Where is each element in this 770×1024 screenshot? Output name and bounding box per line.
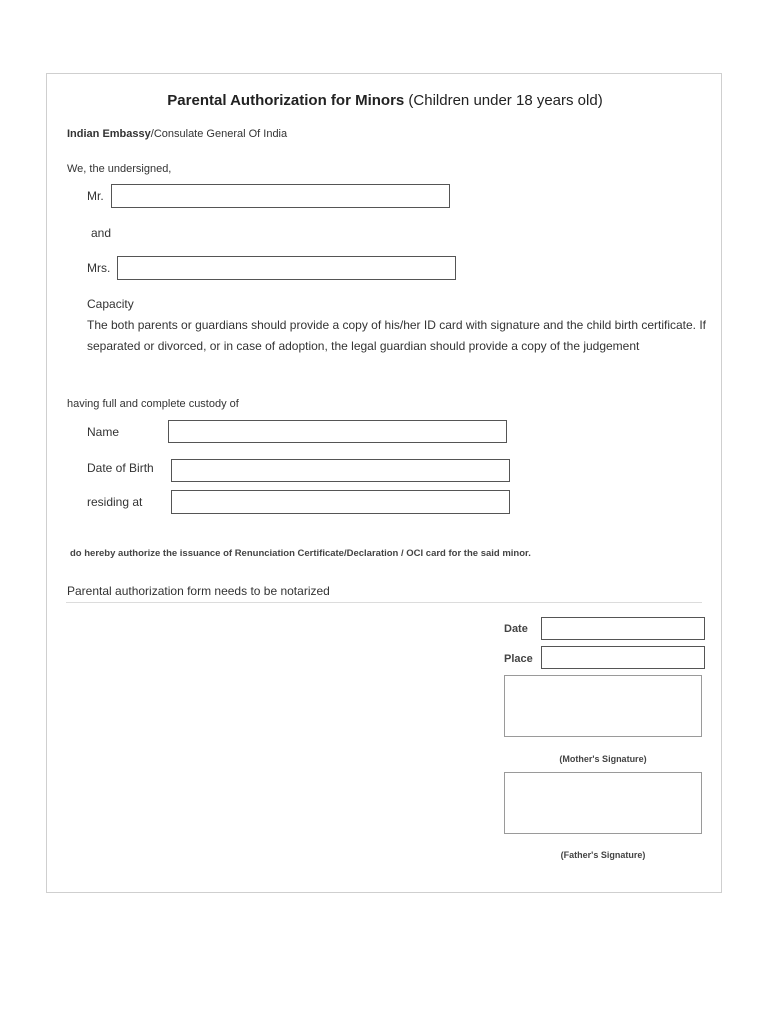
mrs-label: Mrs. [87,261,111,275]
dob-label: Date of Birth [87,461,154,475]
dob-field[interactable] [171,459,510,482]
place-label: Place [504,653,533,665]
embassy-bold: Indian Embassy [67,128,151,140]
residing-field[interactable] [171,490,510,514]
mother-signature-box[interactable] [504,675,702,737]
embassy-line [67,128,287,140]
authorization-statement: do hereby authorize the issuance of Renunciation Certificate/Declaration / OCI card for the said minor. [70,548,531,559]
father-signature-label: (Father's Signature) [560,850,646,860]
date-label: Date [504,623,528,635]
notarized-note: Parental authorization form needs to be notarized [67,584,330,598]
residing-label: residing at [87,495,143,509]
title-rest: (Children under 18 years old) [404,92,603,109]
form-title [0,92,770,109]
title-bold: Parental Authorization for Minors [167,92,405,109]
section-divider [66,602,702,603]
capacity-instructions: The both parents or guardians should provide a copy of his/her ID card with signature and the child birth certificate. If separated or divorced, or in case of adoption, the legal guardian should provide a copy of the judgement [87,318,707,353]
child-name-field[interactable] [168,420,507,443]
date-field[interactable] [541,617,705,640]
mr-label: Mr. [87,189,104,203]
mrs-name-field[interactable] [117,256,456,280]
capacity-label: Capacity [87,297,134,311]
mother-signature-label: (Mother's Signature) [559,754,647,764]
embassy-rest: /Consulate General Of India [150,128,288,140]
father-signature-box[interactable] [504,772,702,834]
mr-name-field[interactable] [111,184,450,208]
undersigned-text: We, the undersigned, [67,163,172,175]
and-label: and [91,226,112,240]
custody-label: having full and complete custody of [67,398,239,410]
place-field[interactable] [541,646,705,669]
child-name-label: Name [87,425,120,439]
